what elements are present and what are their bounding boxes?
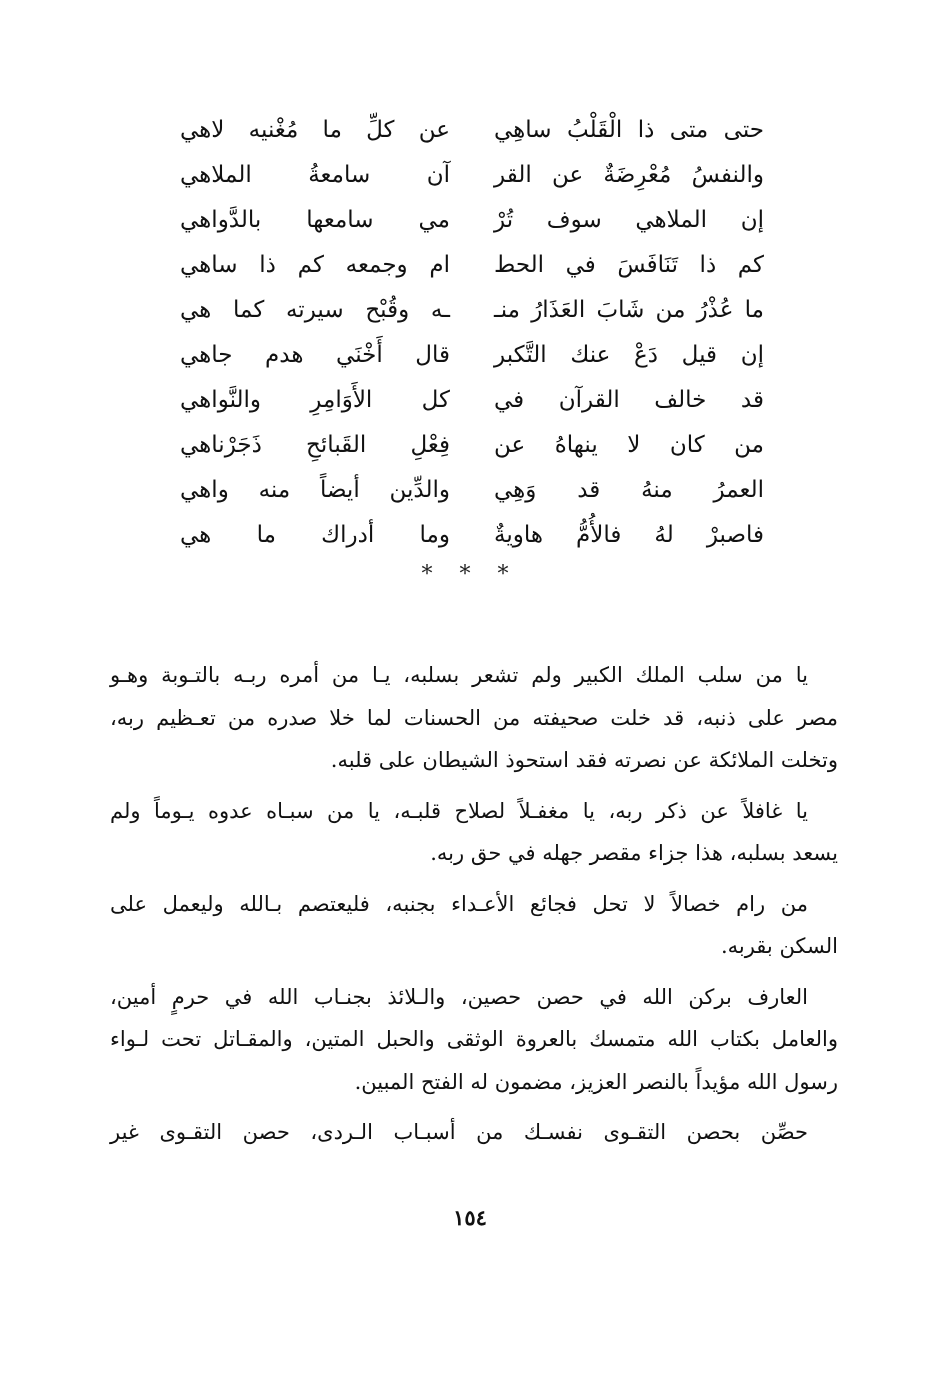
- poem-verse: [180, 153, 764, 198]
- verse-second-hemistich: فِعْلِ القَبائحِ ذَجَرْناهي: [180, 432, 450, 458]
- verse-first-hemistich: ما عُذْرُ من شَابَ العَذَارُ منـ: [494, 297, 764, 323]
- poem-verse: [180, 333, 764, 378]
- verse-first-hemistich: والنفسُ مُعْرِضَةٌ عن القر: [494, 162, 764, 188]
- poem-verse: [180, 378, 764, 423]
- verse-first-hemistich: قد خالف القرآن في: [494, 387, 764, 413]
- verse-first-hemistich: العمرُ منهُ قد وَهِي: [494, 477, 764, 503]
- verse-second-hemistich: والدِّين أيضاً منه واهي: [180, 477, 450, 503]
- poem-verse: [180, 423, 764, 468]
- paragraph: [110, 883, 838, 968]
- poem-verse: [180, 288, 764, 333]
- poem-verse: [180, 468, 764, 513]
- paragraph-line: رسول الله مؤيداً بالنصر العزيز، مضمون له الفتح المبين.: [354, 1069, 838, 1094]
- paragraph-line: حصِّن بحصن التقـوى نفسـك من أسبـاب الـردى، حصن التقـوى غير: [110, 1120, 808, 1144]
- verse-first-hemistich: من كان لا ينهاهُ عن: [494, 432, 764, 458]
- paragraph: [110, 790, 838, 875]
- paragraph-line: يا غافلاً عن ذكر ربه، يا مغفـلاً لصلاح قلبـه، يا من سبـاه عدوه يـوماً ولم: [110, 798, 808, 823]
- verse-first-hemistich: إن الملاهي سوف تُرْ: [494, 207, 764, 233]
- verse-first-hemistich: كم ذا تَنَافَسَ في الحط: [494, 252, 764, 278]
- poem: [180, 108, 764, 558]
- verse-second-hemistich: ـه وقُبْح سيرته كما هي: [180, 297, 450, 323]
- poem-verse: [180, 198, 764, 243]
- verse-first-hemistich: فاصبرْ لهُ فالأُمُّ هاويةٌ: [494, 522, 764, 548]
- paragraph-line: السكن بقربه.: [720, 934, 838, 958]
- paragraph-line: مصر على ذنبه، قد خلت صحيفته من الحسنات لما خلا صدره من تعـظيم ربه،: [110, 705, 838, 730]
- poem-verse: [180, 243, 764, 288]
- verse-second-hemistich: ام وجمعه كم ذا ساهي: [180, 252, 450, 278]
- poem-verse: [180, 108, 764, 153]
- verse-second-hemistich: وما أدراك ما هي: [180, 522, 450, 548]
- paragraph-line: وتخلت الملائكة عن نصرته فقد استحوذ الشيطان على قلبه.: [330, 748, 838, 772]
- verse-second-hemistich: قال أَخْنَي هدم جاهي: [180, 342, 450, 368]
- paragraph: [110, 1111, 838, 1154]
- poem-verse: [180, 513, 764, 558]
- verse-second-hemistich: عن كلِّ ما مُغْنيه لاهي: [180, 117, 450, 143]
- prose: [110, 654, 838, 1162]
- verse-first-hemistich: إن قيل دَعْ عنك التَّكبر: [494, 342, 764, 368]
- paragraph-line: العارف بركن الله في حصن حصين، والـلائذ بجنـاب الله في حرمٍ أمين،: [110, 984, 808, 1009]
- paragraph: [110, 654, 838, 782]
- verse-first-hemistich: حتى متى ذا الْقَلْبُ ساهِي: [494, 117, 764, 143]
- paragraph-line: يسعد بسلبه، هذا جزاء مقصر جهله في حق ربه.: [430, 841, 838, 865]
- page-number: ١٥٤: [453, 1205, 487, 1230]
- verse-second-hemistich: آن سامعةُ الملاهي: [180, 162, 450, 188]
- verse-second-hemistich: مي سامعها بالدَّواهي: [180, 207, 450, 233]
- paragraph-line: والعامل بكتاب الله متمسك بالعروة الوثقى والحبل المتين، والمقـاتل تحت لـواء: [110, 1027, 838, 1051]
- verse-second-hemistich: كل الأَوَامِرِ والنَّواهي: [180, 387, 450, 413]
- section-separator: * * *: [421, 562, 519, 587]
- paragraph-line: من رام خصالاً لا تحل فجائع الأعـداء بجنبه، فليعتصم بـالله وليعمل على: [110, 891, 808, 916]
- paragraph-line: يا من سلب الملك الكبير ولم تشعر بسلبه، يـا من أمره ربـه بالتـوبة وهـو: [110, 663, 808, 687]
- paragraph: [110, 976, 838, 1104]
